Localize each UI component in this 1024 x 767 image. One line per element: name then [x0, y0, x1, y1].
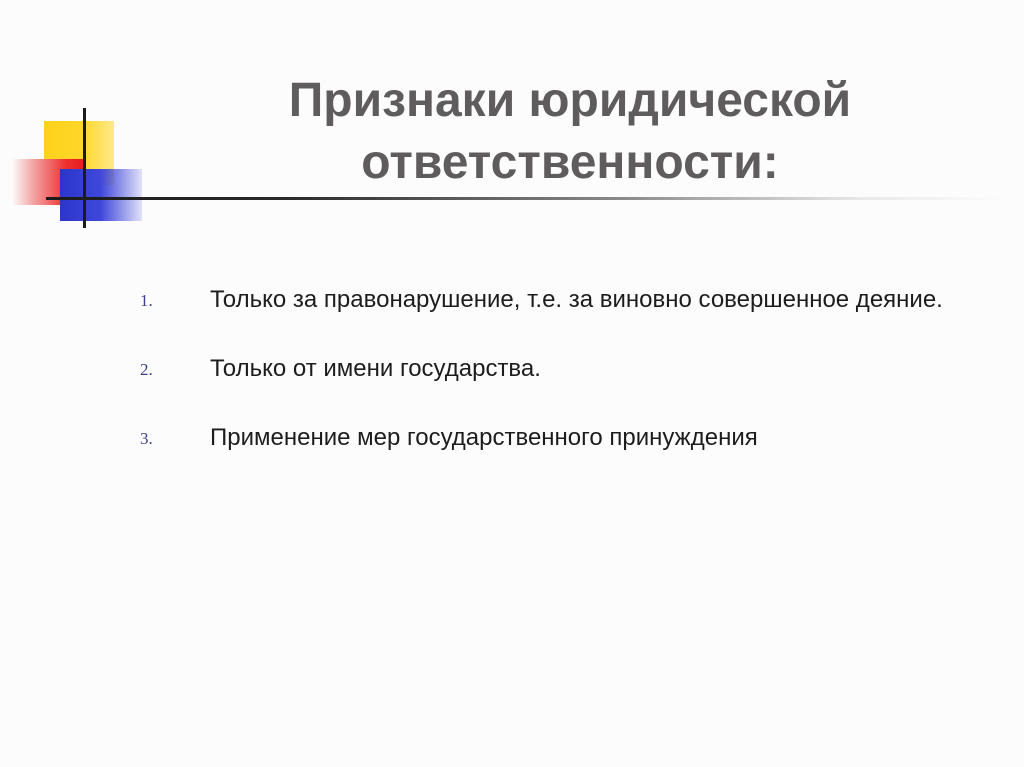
list-item-text: Только за правонарушение, т.е. за виновно совершенное деяние.: [210, 286, 943, 313]
slide-title: Признаки юридической ответственности:: [288, 74, 852, 189]
list-item-number: 1.: [140, 291, 153, 310]
list-item-number: 2.: [140, 360, 153, 379]
list-item: [140, 421, 1000, 454]
list-item: [140, 283, 1000, 316]
list-item-text: Применение мер государственного принуждения: [210, 424, 758, 451]
list-item-text: Только от имени государства.: [210, 355, 541, 382]
blue-square-decoration: [60, 169, 142, 221]
title-underline: [46, 197, 1006, 200]
numbered-list: [140, 283, 1000, 490]
list-item-number: 3.: [140, 429, 153, 448]
vertical-line-decoration: [83, 108, 86, 228]
list-item: [140, 352, 1000, 385]
